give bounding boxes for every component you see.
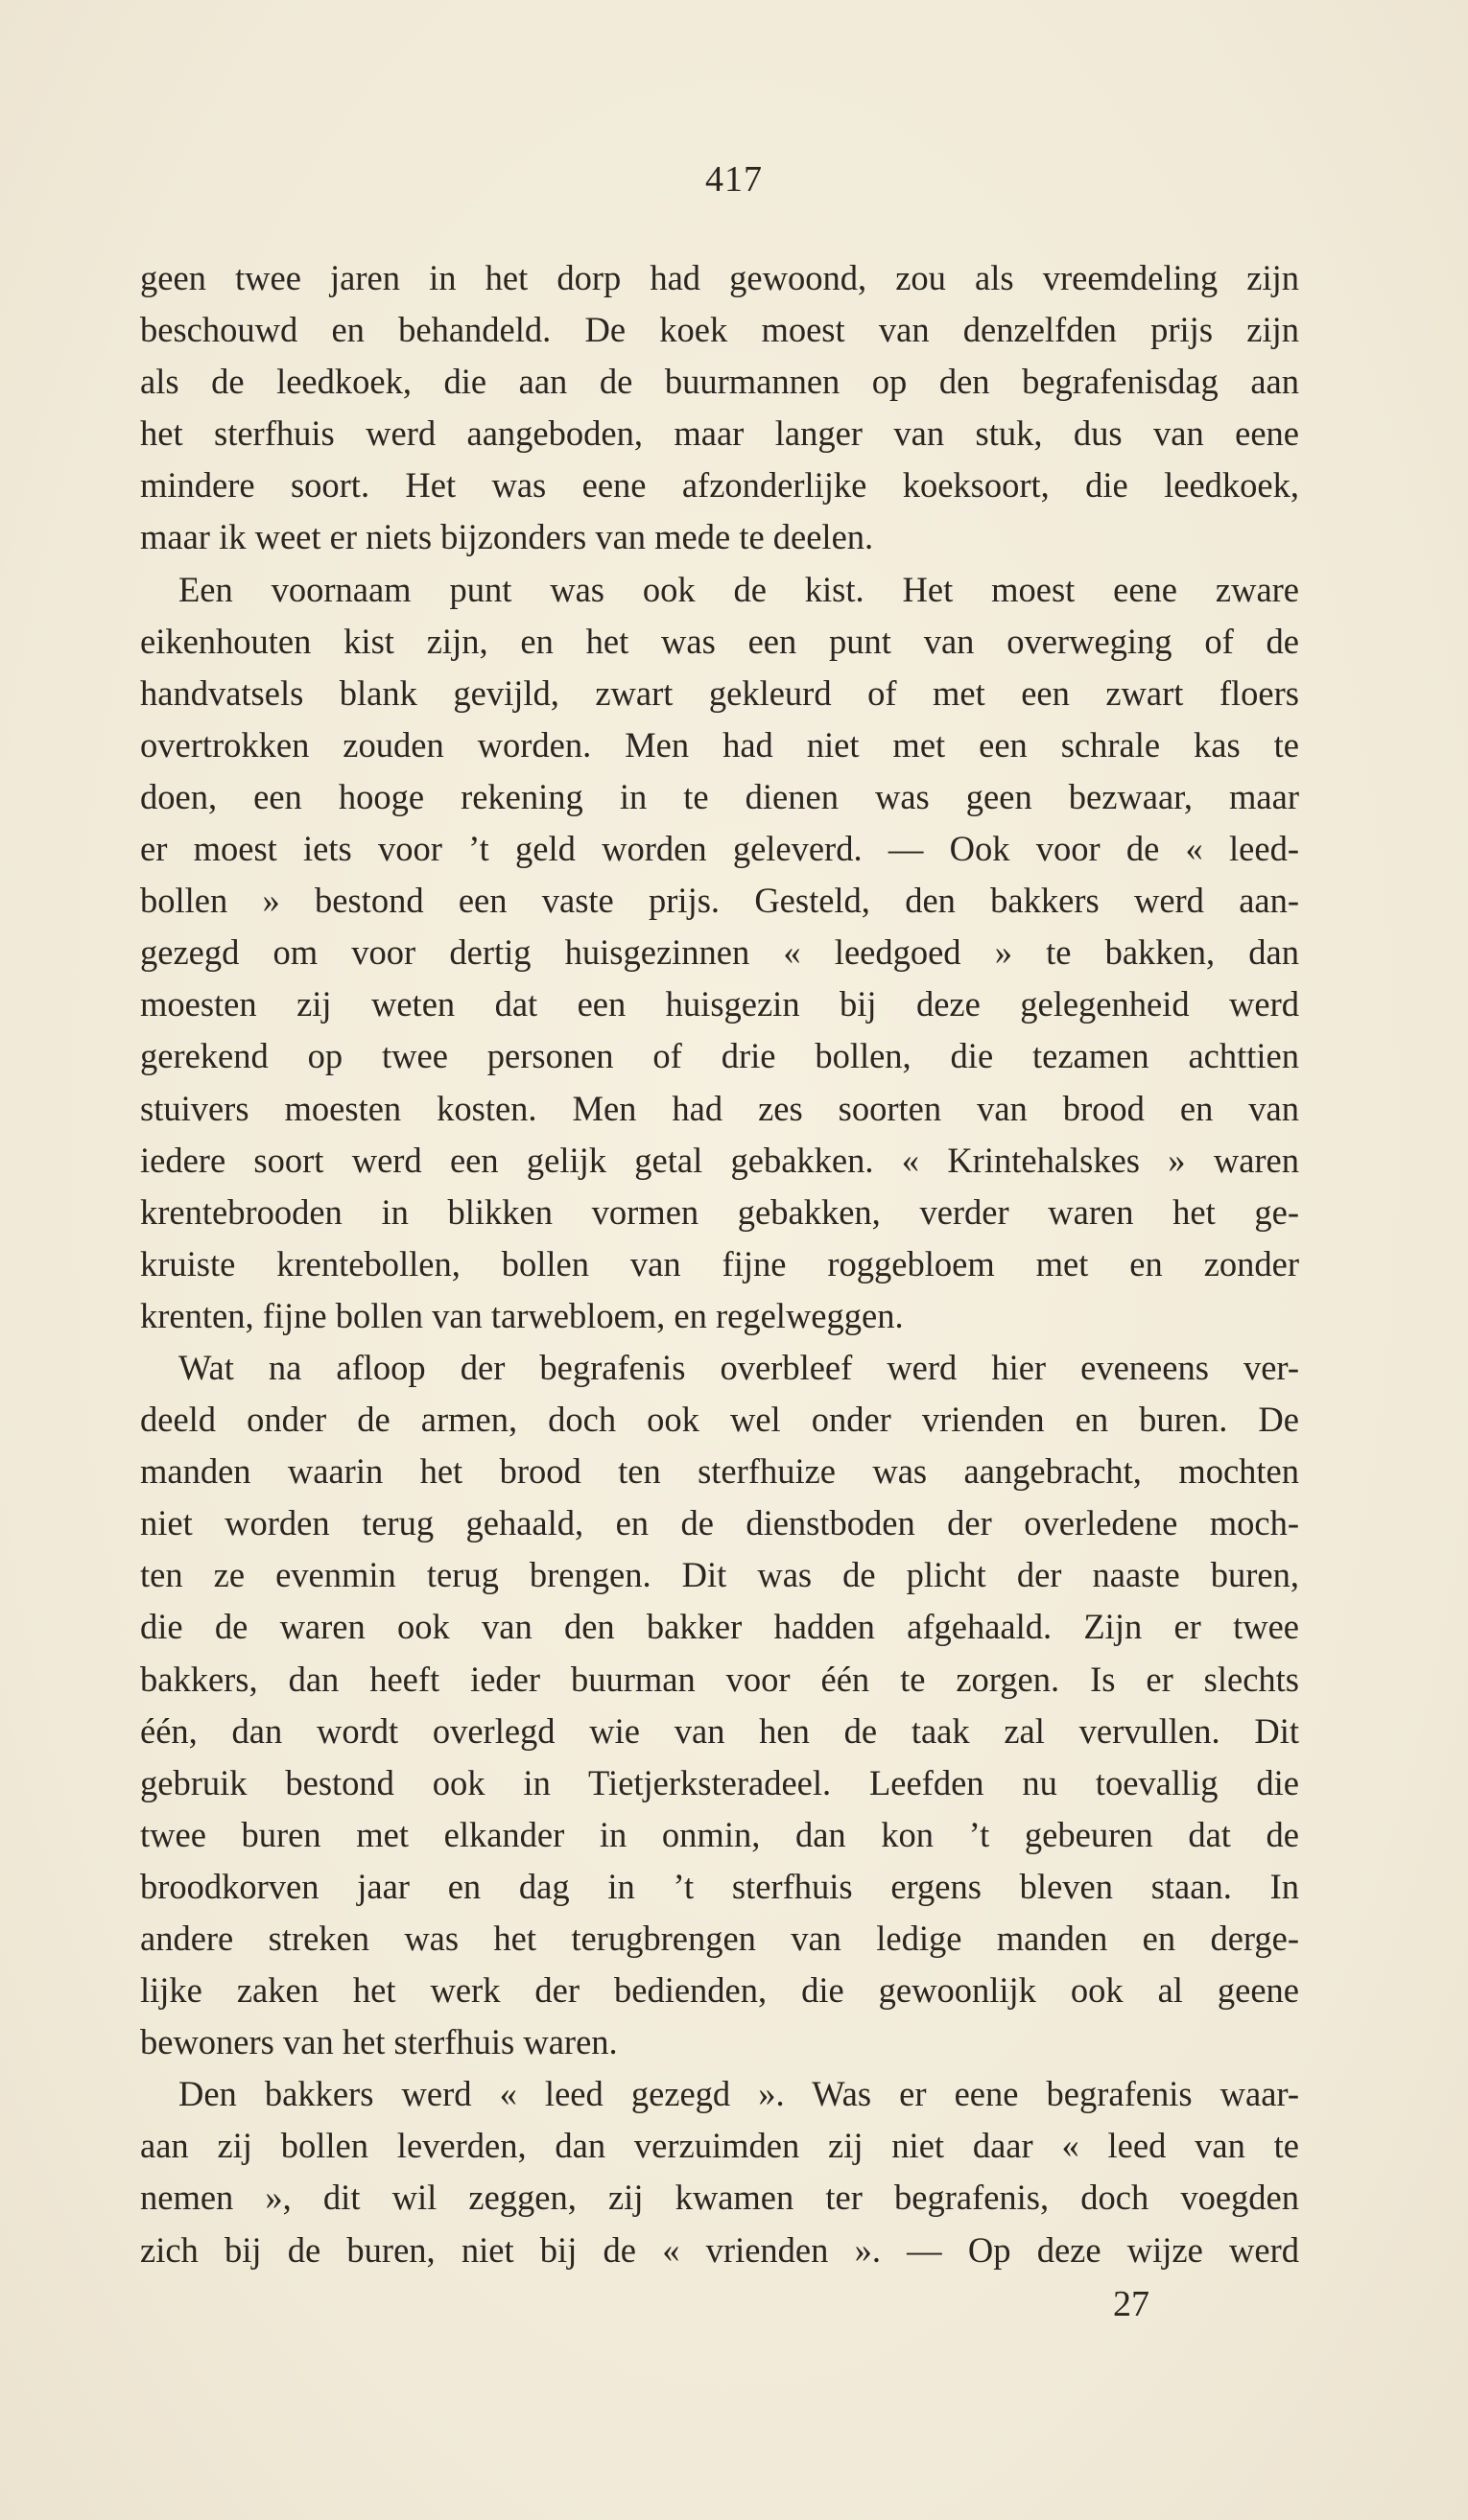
text-line: ten ze evenmin terug brengen. Dit was de plicht der naaste buren, [140, 1555, 1299, 1595]
text-line: maar ik weet er niets bijzonders van mede te deelen. [140, 517, 874, 557]
text-line: aan zij bollen leverden, dan verzuimden zij niet daar « leed van te [140, 2126, 1299, 2166]
text-line: er moest iets voor ’t geld worden geleverd. — Ook voor de « leed- [140, 829, 1299, 869]
text-line: twee buren met elkander in onmin, dan kon ’t gebeuren dat de [140, 1814, 1299, 1854]
text-line: nemen », dit wil zeggen, zij kwamen ter begrafenis, doch voegden [140, 2178, 1299, 2218]
text-line: bewoners van het sterfhuis waren. [140, 2022, 618, 2062]
text-line: moesten zij weten dat een huisgezin bij deze gelegenheid werd [140, 984, 1299, 1024]
body-text [140, 252, 1299, 2276]
text-line: andere streken was het terugbrengen van ledige manden en derge- [140, 1919, 1299, 1958]
text-line: geen twee jaren in het dorp had gewoond, zou als vreemdeling zijn [140, 258, 1299, 297]
text-line: overtrokken zouden worden. Men had niet met een schrale kas te [140, 724, 1299, 765]
text-line: bakkers, dan heeft ieder buurman voor één te zorgen. Is er slechts [140, 1659, 1299, 1699]
text-line: iedere soort werd een gelijk getal gebakken. « Krintehalskes » waren [140, 1140, 1299, 1180]
page-number: 417 [705, 159, 763, 200]
text-line: één, dan wordt overlegd wie van hen de taak zal vervullen. Dit [140, 1710, 1299, 1751]
text-line: bollen » bestond een vaste prijs. Gesteld, den bakkers werd aan- [140, 881, 1299, 921]
text-line: Een voornaam punt was ook de kist. Het moest eene zware [178, 569, 1299, 609]
text-line: het sterfhuis werd aangeboden, maar langer van stuk, dus van eene [140, 413, 1299, 454]
text-line: gerekend op twee personen of drie bollen, die tezamen achttien [140, 1036, 1299, 1076]
text-line: lijke zaken het werk der bedienden, die gewoonlijk ook al geene [140, 1970, 1299, 2011]
text-line: stuivers moesten kosten. Men had zes soorten van brood en van [140, 1088, 1299, 1128]
text-line: niet worden terug gehaald, en de dienstboden der overledene moch- [140, 1503, 1299, 1543]
text-line: gebruik bestond ook in Tietjerksteradeel. Leefden nu toevallig die [140, 1762, 1299, 1802]
text-line: krentebrooden in blikken vormen gebakken, verder waren het ge- [140, 1191, 1299, 1232]
text-line: zich bij de buren, niet bij de « vrienden ». — Op deze wijze werd [140, 2229, 1299, 2270]
text-line: doen, een hooge rekening in te dienen was geen bezwaar, maar [140, 776, 1299, 816]
text-line: krenten, fijne bollen van tarwebloem, en regelweggen. [140, 1295, 904, 1335]
text-line: deeld onder de armen, doch ook wel onder vrienden en buren. De [140, 1400, 1299, 1440]
text-line: manden waarin het brood ten sterfhuize was aangebracht, mochten [140, 1451, 1299, 1492]
text-line: gezegd om voor dertig huisgezinnen « leedgoed » te bakken, dan [140, 932, 1299, 973]
text-line: Wat na afloop der begrafenis overbleef werd hier eveneens ver- [178, 1347, 1299, 1387]
text-line: kruiste krentebollen, bollen van fijne roggebloem met en zonder [140, 1243, 1299, 1284]
text-line: mindere soort. Het was eene afzonderlijke koeksoort, die leedkoek, [140, 465, 1299, 506]
text-line: als de leedkoek, die aan de buurmannen op den begrafenisdag aan [140, 362, 1299, 402]
text-line: beschouwd en behandeld. De koek moest van denzelfden prijs zijn [140, 310, 1299, 350]
text-line: broodkorven jaar en dag in ’t sterfhuis ergens bleven staan. In [140, 1866, 1299, 1906]
text-line: eikenhouten kist zijn, en het was een punt van overweging of de [140, 621, 1299, 661]
text-line: die de waren ook van den bakker hadden afgehaald. Zijn er twee [140, 1607, 1299, 1647]
text-line: handvatsels blank gevijld, zwart gekleurd of met een zwart floers [140, 672, 1299, 713]
text-line: Den bakkers werd « leed gezegd ». Was er eene begrafenis waar- [178, 2074, 1299, 2114]
signature-mark: 27 [1113, 2284, 1149, 2324]
